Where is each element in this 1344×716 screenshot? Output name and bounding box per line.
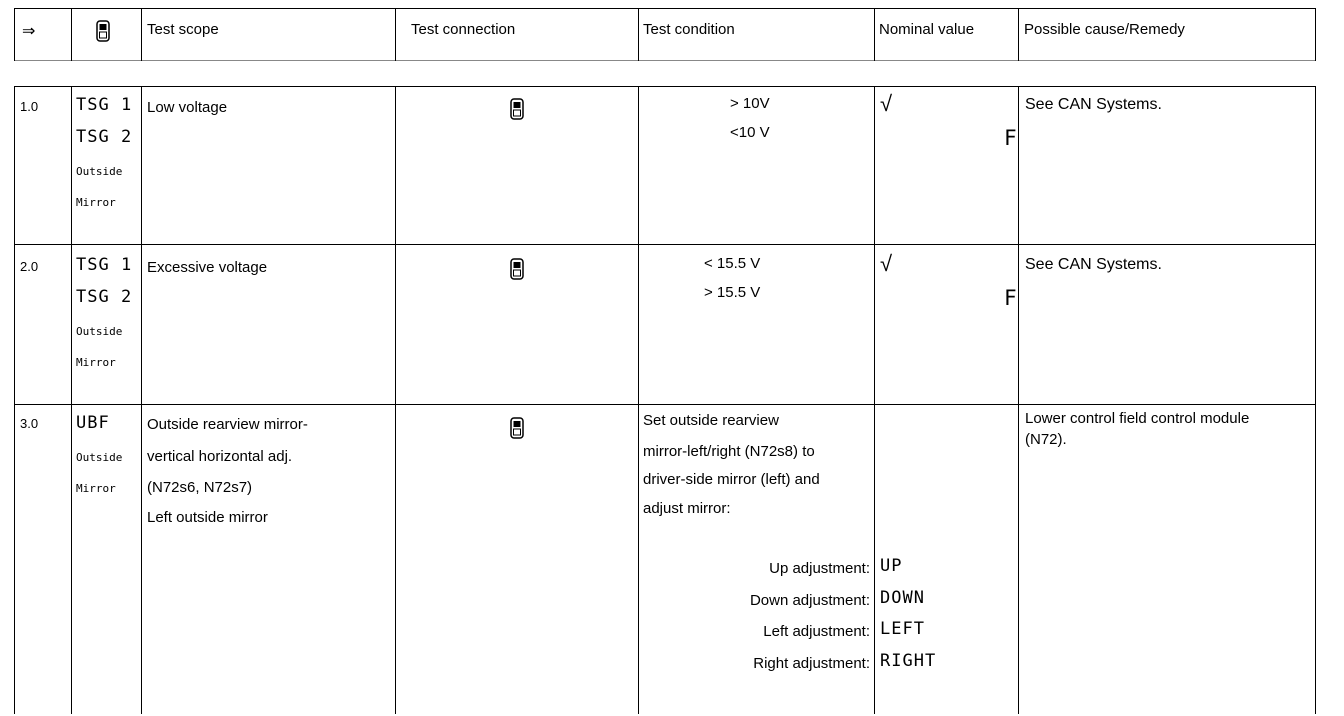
row-2-condition-1: < 15.5 V <box>704 255 761 272</box>
body-col-sep <box>638 86 639 714</box>
header-col-sep <box>141 8 142 61</box>
row-1-lcd-small-1: Outside <box>76 165 123 178</box>
body-col-sep <box>141 86 142 714</box>
header-top-border <box>14 8 1316 9</box>
row-2-condition-2: > 15.5 V <box>704 284 761 301</box>
body-col-sep <box>1018 86 1019 714</box>
row-2-step: 2.0 <box>20 259 39 274</box>
row-3-remedy-1: Lower control field control module <box>1025 410 1250 427</box>
hand-held-tester-icon <box>96 20 110 42</box>
up-adjustment-value: UP <box>880 556 903 576</box>
row-3-condition-1: Set outside rearview <box>643 412 779 429</box>
header-col-sep <box>1315 8 1316 61</box>
row-separator <box>14 404 1316 405</box>
header-test-scope: Test scope <box>147 21 219 38</box>
row-2-nominal-check: √ <box>880 251 893 276</box>
header-col-sep <box>1018 8 1019 61</box>
row-3-scope-1: Outside rearview mirror- <box>147 416 308 433</box>
row-1-lcd-small-2: Mirror <box>76 196 116 209</box>
row-1-lcd-line-2: TSG 2 <box>76 127 133 147</box>
diagnostic-test-table <box>14 8 1316 714</box>
left-adjustment-value: LEFT <box>880 619 925 639</box>
row-3-lcd-small-2: Mirror <box>76 482 116 495</box>
body-col-sep <box>71 86 72 714</box>
row-1-step: 1.0 <box>20 99 39 114</box>
body-col-sep <box>395 86 396 714</box>
row-2-nominal-fault: F <box>1004 286 1017 310</box>
header-arrow: ⇒ <box>22 23 36 40</box>
row-1-scope: Low voltage <box>147 99 228 116</box>
row-2-lcd-line-1: TSG 1 <box>76 255 133 275</box>
row-3-condition-3: driver-side mirror (left) and <box>643 471 820 488</box>
header-col-sep <box>14 8 15 61</box>
row-3-scope-4: Left outside mirror <box>147 509 268 526</box>
header-possible-cause: Possible cause/Remedy <box>1024 21 1185 38</box>
row-3-lcd-small-1: Outside <box>76 451 123 464</box>
row-3-remedy-2: (N72). <box>1025 431 1067 448</box>
body-top-border <box>14 86 1316 87</box>
header-bottom-border <box>14 60 1316 61</box>
row-2-lcd-line-2: TSG 2 <box>76 287 133 307</box>
header-col-sep <box>71 8 72 61</box>
right-adjustment-value: RIGHT <box>880 651 937 671</box>
row-3-condition-2: mirror-left/right (N72s8) to <box>643 443 815 460</box>
row-3-scope-2: vertical horizontal adj. <box>147 448 293 465</box>
row-1-nominal-fault: F <box>1004 126 1017 150</box>
up-adjustment-label: Up adjustment: <box>769 560 870 577</box>
hand-held-tester-icon <box>510 258 524 280</box>
down-adjustment-label: Down adjustment: <box>749 592 870 609</box>
header-col-sep <box>395 8 396 61</box>
row-3-lcd-line-1: UBF <box>76 413 110 433</box>
row-2-lcd-small-1: Outside <box>76 325 123 338</box>
hand-held-tester-icon <box>510 417 524 439</box>
down-adjustment-value: DOWN <box>880 588 925 608</box>
row-2-remedy: See CAN Systems. <box>1025 256 1162 273</box>
header-test-connection: Test connection <box>411 21 516 38</box>
row-1-condition-2: <10 V <box>730 124 770 141</box>
left-adjustment-label: Left adjustment: <box>763 623 870 640</box>
row-separator <box>14 244 1316 245</box>
row-1-condition-1: > 10V <box>730 95 770 112</box>
body-col-sep <box>874 86 875 714</box>
header-nominal-value: Nominal value <box>879 21 975 38</box>
header-test-condition: Test condition <box>643 21 735 38</box>
right-adjustment-label: Right adjustment: <box>753 655 870 672</box>
row-3-condition-4: adjust mirror: <box>643 500 731 517</box>
row-2-lcd-small-2: Mirror <box>76 356 116 369</box>
header-col-sep <box>638 8 639 61</box>
body-col-sep <box>1315 86 1316 714</box>
row-3-step: 3.0 <box>20 416 39 431</box>
row-1-lcd-line-1: TSG 1 <box>76 95 133 115</box>
row-3-scope-3: (N72s6, N72s7) <box>147 479 253 496</box>
hand-held-tester-icon <box>510 98 524 120</box>
row-2-scope: Excessive voltage <box>147 259 268 276</box>
header-col-sep <box>874 8 875 61</box>
row-1-nominal-check: √ <box>880 91 893 116</box>
row-1-remedy: See CAN Systems. <box>1025 96 1162 113</box>
body-col-sep <box>14 86 15 714</box>
